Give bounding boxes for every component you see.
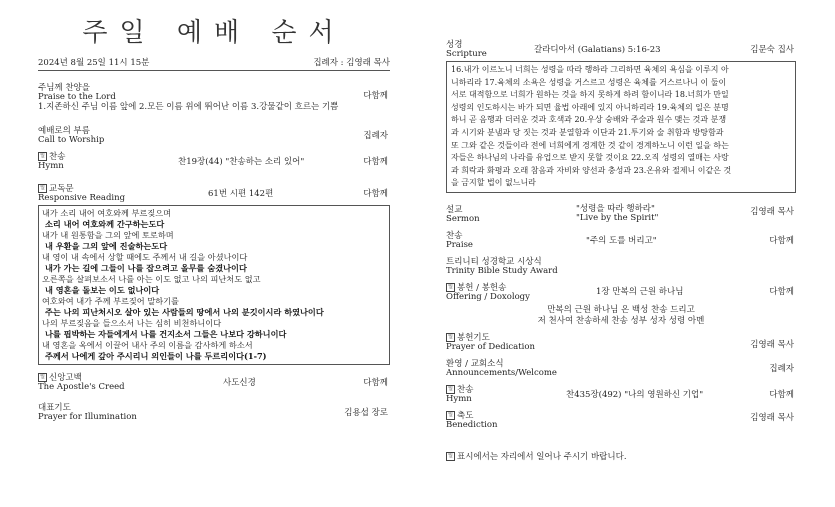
- scripture-line: 서로 대적함으로 너희가 원하는 것을 하지 못하게 하려 함이니라 18.너희가 만일: [451, 90, 729, 100]
- item-detail: 사도신경: [223, 378, 256, 388]
- footnote: [446, 450, 796, 462]
- item-detail: "주의 도를 버리고": [586, 235, 657, 246]
- item-ko: 봉헌기도: [457, 332, 490, 343]
- item-announcements: [446, 359, 796, 378]
- item-sermon: [446, 205, 796, 224]
- stand-icon: 일: [446, 283, 455, 292]
- sermon-title: [576, 205, 658, 223]
- date-line: [38, 56, 390, 71]
- item-en: Praise: [446, 239, 473, 250]
- right-column: [446, 40, 796, 462]
- item-ko: 환영 / 교회소식: [446, 358, 504, 369]
- stand-icon: 일: [38, 152, 47, 161]
- page-title: 주일 예배 순서: [82, 18, 346, 48]
- item-ko: 설교: [446, 204, 463, 215]
- item-leader: 김영래 목사: [750, 412, 794, 423]
- item-benediction: [446, 411, 796, 430]
- item-detail: 찬435장(492) "나의 영원하신 기업": [566, 389, 704, 400]
- scripture-line: 16.내가 이르노니 너희는 성령을 따라 행하라 그리하면 육체의 욕심을 이루지 아: [451, 65, 729, 74]
- item-leader: 다함께: [769, 235, 794, 246]
- item-en: Praise to the Lord: [38, 92, 116, 102]
- item-leader: 다함께: [363, 91, 388, 101]
- reading-line-response: 내 우환을 그의 앞에 진술하는도다: [45, 241, 168, 251]
- item-leader: 집례자: [363, 131, 388, 141]
- scripture-line: 하니 곧 음행과 더러운 것과 호색과 20.우상 숭배와 주술과 원수 맺는 것과 분쟁: [451, 115, 727, 125]
- item-en: Prayer for Illumination: [38, 412, 137, 422]
- item-ko: 봉헌 / 봉헌송: [457, 282, 507, 293]
- item-en: The Apostle's Creed: [38, 382, 125, 392]
- stand-icon: 일: [446, 411, 455, 420]
- item-responsive-reading: [38, 184, 390, 203]
- item-ko: 축도: [457, 410, 474, 421]
- scripture-line: 자들은 하나님의 나라를 유업으로 받지 못할 것이요 22.오직 성령의 열매는 사랑: [451, 153, 729, 163]
- item-detail: 1장 만복의 근원 하나님: [596, 286, 684, 297]
- reading-line-response: 주께서 나에게 갚아 주시리니 의인들이 나를 두르리이다(1-7): [45, 351, 267, 361]
- item-en: Announcements/Welcome: [446, 367, 557, 378]
- item-en: Hymn: [446, 393, 472, 404]
- item-ko: 대표기도: [38, 403, 71, 413]
- reading-line-response: 나를 핍박하는 자들에게서 나를 건지소서 그들은 나보다 강하니이다: [45, 329, 287, 339]
- reading-line-response: 소리 내어 여호와께 간구하는도다: [45, 219, 165, 229]
- reading-line-response: 내가 가는 길에 그들이 나를 잡으려고 올무를 숨겼나이다: [45, 263, 247, 273]
- scripture-box: [446, 61, 796, 193]
- service-date: 2024년 8월 25일 11시 15분: [38, 58, 150, 68]
- item-ko: 찬송: [446, 230, 463, 241]
- item-hymn: [38, 152, 390, 171]
- footnote-text: 표시에서는 자리에서 일어나 주시기 바랍니다.: [457, 451, 627, 462]
- item-en: Sermon: [446, 213, 480, 224]
- item-en: Offering / Doxology: [446, 291, 530, 302]
- reading-line: 나의 부르짖음을 들으소서 나는 심히 비천하니이다: [42, 318, 222, 328]
- item-call-to-worship: [38, 126, 390, 145]
- item-leader: 김영래 목사: [750, 206, 794, 217]
- item-leader: 김영래 목사: [750, 339, 794, 350]
- sermon-title-en: "Live by the Spirit": [576, 212, 659, 223]
- item-en: Hymn: [38, 161, 64, 171]
- item-leader: 집례자: [769, 363, 794, 374]
- item-en: Scripture: [446, 49, 487, 59]
- item-leader: 다함께: [363, 189, 388, 199]
- scripture-line: 니하리라 17.육체의 소욕은 성령을 거스르고 성령은 육체를 거스르나니 이 둘이: [451, 77, 727, 87]
- item-offering: [446, 283, 796, 302]
- reading-line: 내가 소리 내어 여호와께 부르짖으며: [42, 208, 172, 218]
- stand-icon: 일: [446, 333, 455, 342]
- scripture-line: 성령의 인도하시는 바가 되면 율법 아래에 있지 아니하리라 19.육체의 일은 분명: [451, 102, 729, 112]
- reading-line: 내 영혼을 옥에서 이끌어 내사 주의 이름을 감사하게 하소서: [42, 340, 253, 350]
- scripture-line: 과 시기와 분냄과 당 짓는 것과 분열함과 이단과 21.투기와 술 취함과 방탕함과: [451, 127, 724, 137]
- item-en: Call to Worship: [38, 135, 105, 145]
- item-ko: 성경: [446, 40, 463, 50]
- item-closing-hymn: [446, 385, 796, 404]
- reading-line-response: 주는 나의 피난처시오 살아 있는 사람들의 땅에서 나의 분깃이시라 하였나이다: [45, 307, 324, 317]
- item-detail: 61번 시편 142편: [208, 189, 274, 199]
- presider: 집례자 : 김영래 목사: [313, 58, 390, 68]
- reading-line-response: 내 영혼을 돌보는 이도 없나이다: [45, 285, 160, 295]
- item-creed: [38, 373, 390, 392]
- scripture-line: 또 그와 같은 것들이라 전에 너희에게 경계한 것 같이 경계하노니 이런 일을 하는: [451, 140, 729, 150]
- doxology-line: 저 천사여 찬송하세 찬송 성부 성자 성령 아멘: [537, 315, 705, 326]
- item-scripture: [446, 40, 796, 59]
- left-column: [38, 18, 390, 429]
- item-prayer: [38, 403, 390, 422]
- item-ko: 찬송: [457, 384, 474, 395]
- item-detail: 갈라디아서 (Galatians) 5:16-23: [534, 45, 661, 55]
- item-praise: [38, 83, 390, 113]
- item-leader: 다함께: [769, 389, 794, 400]
- item-ko: 주님께 찬양을: [38, 83, 90, 93]
- item-leader: 다함께: [363, 378, 388, 388]
- praise-songs: 1.지존하신 주님 이름 앞에 2.모든 이름 위에 뛰어난 이름 3.강물같이 흐르는 기쁨: [38, 102, 339, 112]
- item-ko: 찬송: [49, 152, 66, 162]
- item-detail: 찬19장(44) "찬송하는 소리 있어": [178, 157, 305, 167]
- item-en: Benediction: [446, 419, 498, 430]
- item-en: Trinity Bible Study Award: [446, 265, 558, 276]
- item-ko: 신앙고백: [49, 373, 82, 383]
- item-dedication-prayer: [446, 333, 796, 352]
- scripture-line: 과 희락과 화평과 오래 참음과 자비와 양선과 충성과 23.온유와 절제니 이같은 것: [451, 165, 732, 175]
- item-leader: 김용섭 장로: [344, 408, 388, 418]
- item-en: Prayer of Dedication: [446, 341, 535, 352]
- stand-icon: 일: [38, 373, 47, 382]
- doxology-lyrics: [446, 305, 796, 327]
- item-ko: 교독문: [49, 184, 74, 194]
- scripture-line: 을 금지할 법이 없느니라: [451, 178, 536, 188]
- item-leader: 다함께: [769, 286, 794, 297]
- reading-line: 여호와여 내가 주께 부르짖어 말하기를: [42, 296, 179, 306]
- sermon-title-ko: "성령을 따라 행하라": [576, 203, 655, 214]
- item-ko: 트리니티 성경학교 시상식: [446, 256, 542, 267]
- item-ko: 예배로의 부름: [38, 126, 90, 136]
- stand-icon: 일: [446, 385, 455, 394]
- item-leader: 김문숙 집사: [750, 45, 794, 55]
- stand-icon: 일: [38, 184, 47, 193]
- item-praise-song: [446, 231, 796, 250]
- reading-line: 오른쪽을 살펴보소서 나를 아는 이도 없고 나의 피난처도 없고: [42, 274, 261, 284]
- item-leader: 다함께: [363, 157, 388, 167]
- reading-line: 내가 내 원통함을 그의 앞에 토로하며: [42, 230, 174, 240]
- doxology-line: 만복의 근원 하나님 온 백성 찬송 드리고: [547, 304, 695, 315]
- item-en: Responsive Reading: [38, 193, 126, 203]
- reading-line: 내 영이 내 속에서 상할 때에도 주께서 내 길을 아셨나이다: [42, 252, 248, 262]
- stand-icon: 일: [446, 452, 455, 461]
- responsive-reading-box: [38, 205, 390, 365]
- item-award: [446, 257, 796, 276]
